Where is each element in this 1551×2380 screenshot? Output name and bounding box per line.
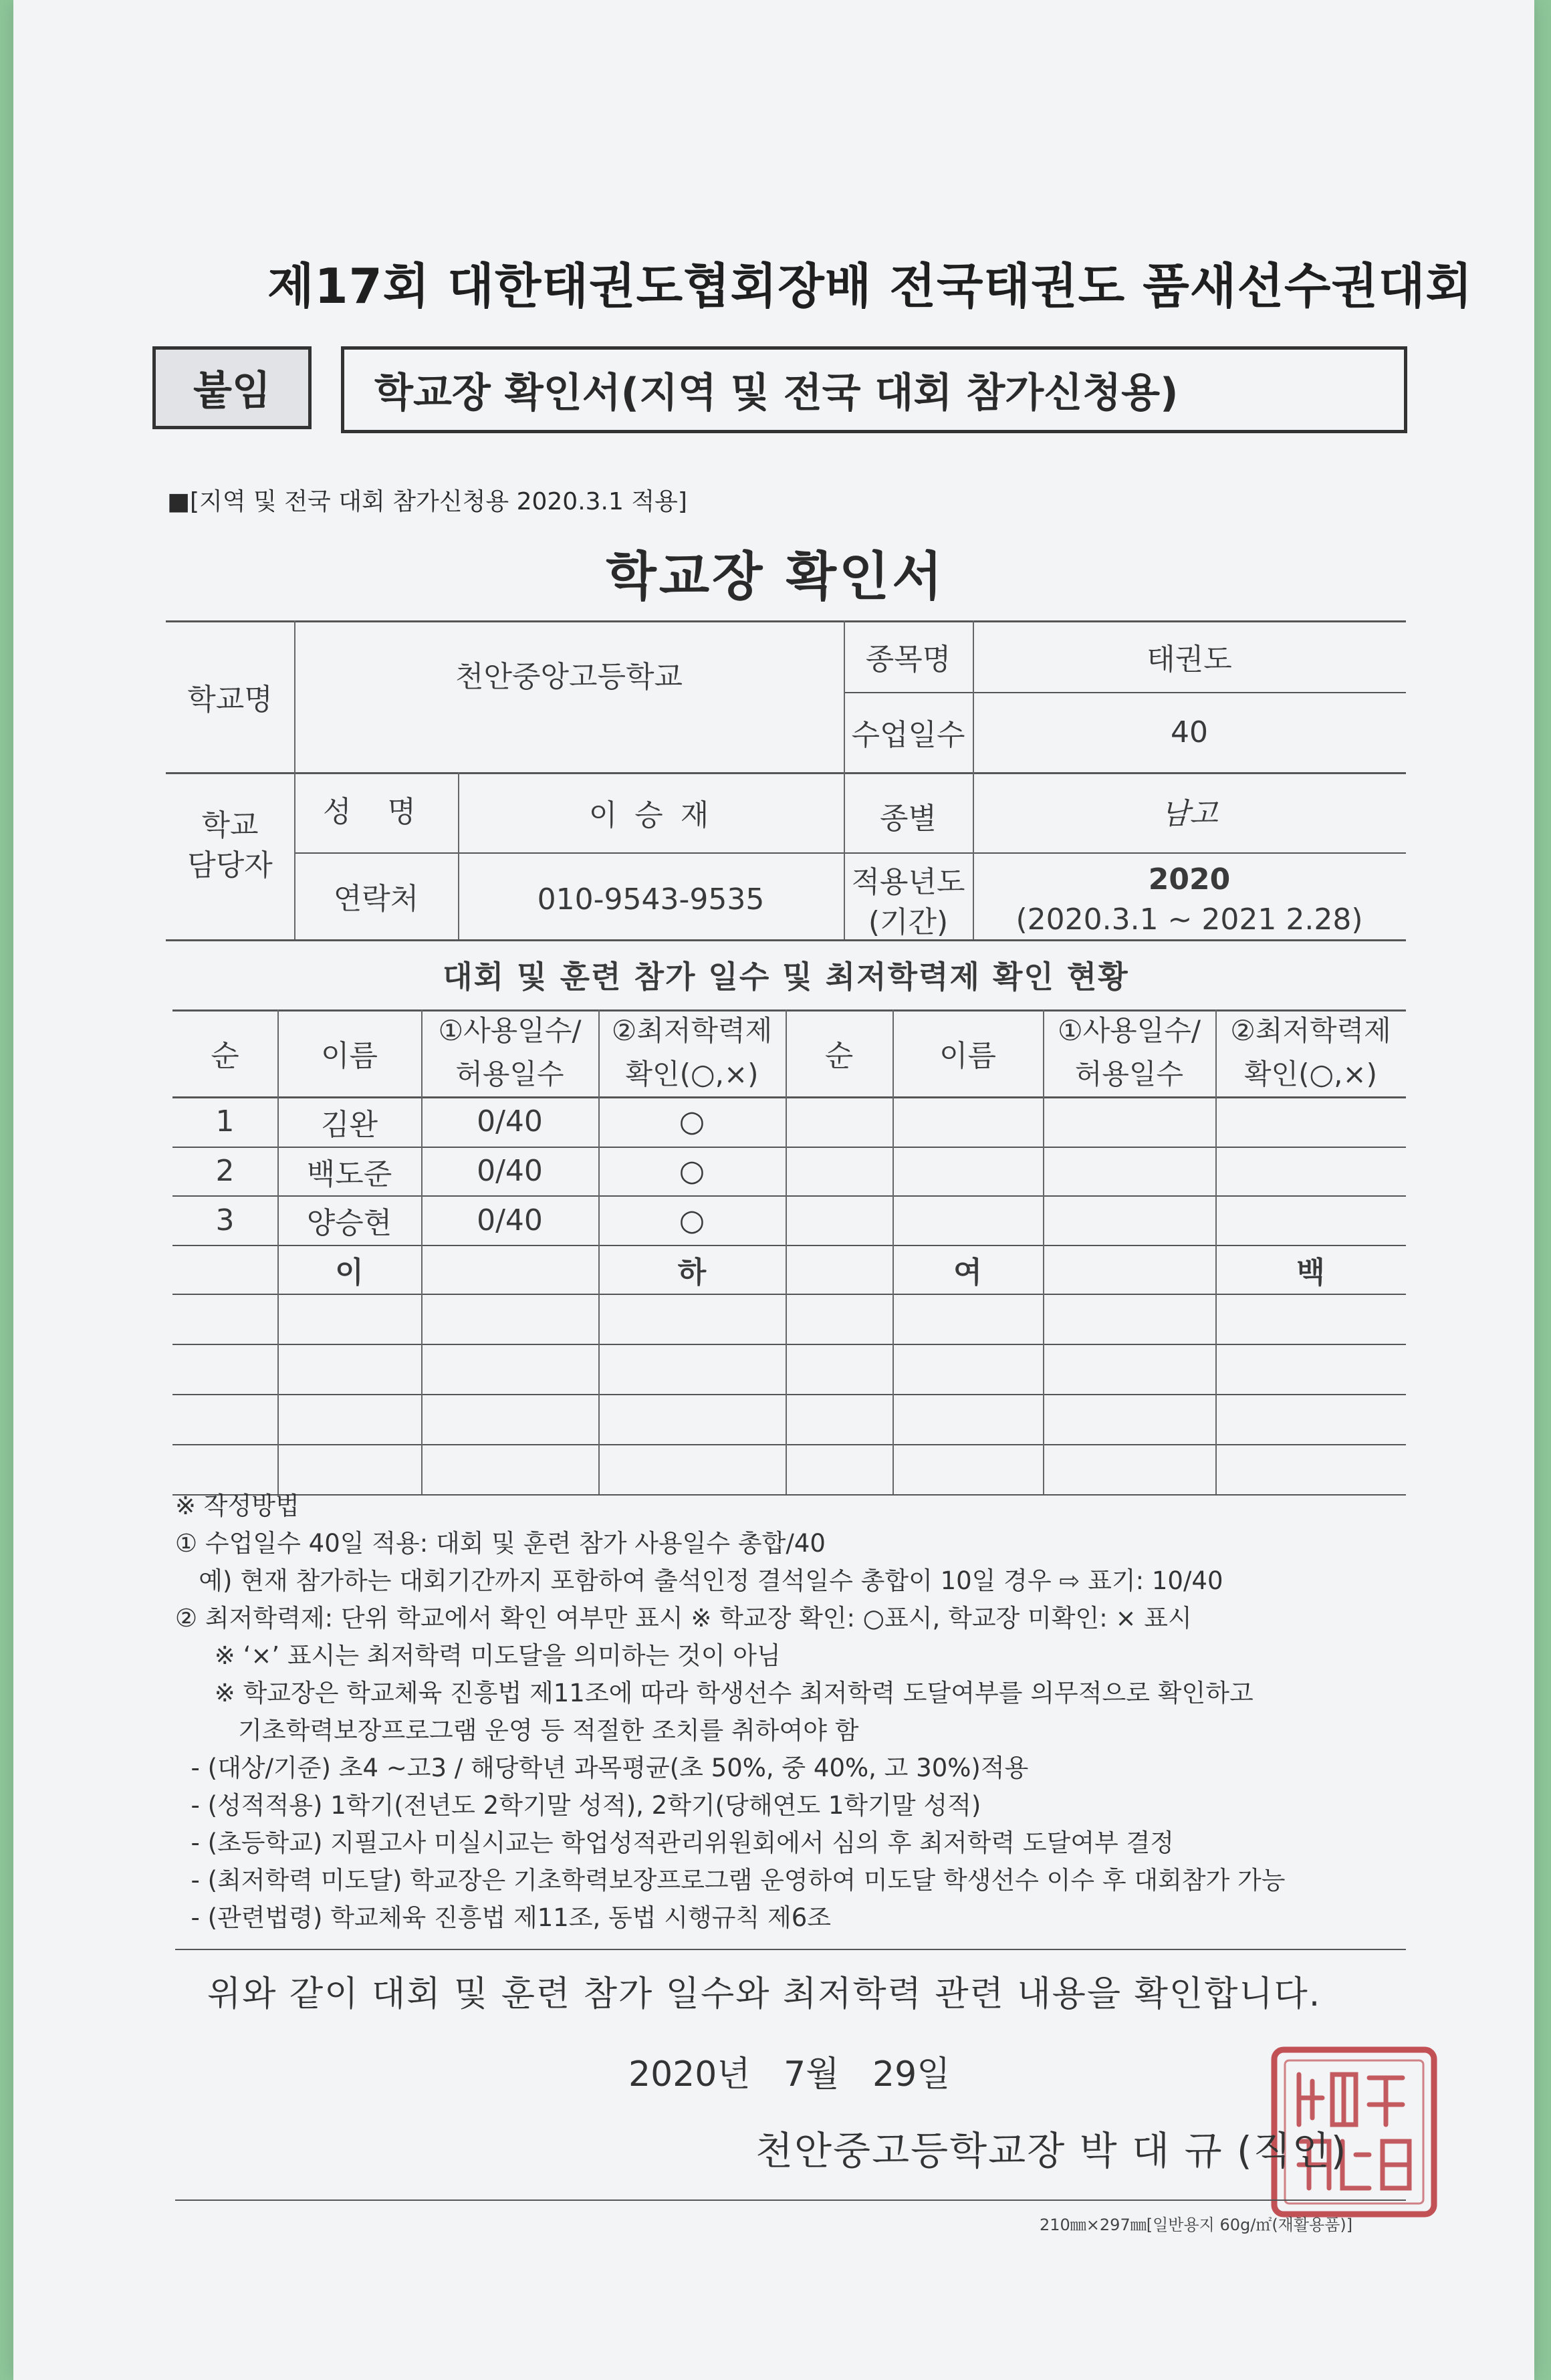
- row-2-check: ○: [679, 1154, 705, 1188]
- header-acad-2-right: 확인(○,×): [1243, 1058, 1378, 1091]
- row-3-days: 0/40: [477, 1203, 543, 1237]
- header-seq: 순: [211, 1039, 239, 1073]
- note-line: - (대상/기준) 초4 ~고3 / 해당학년 과목평균(초 50%, 중 40%, 고 30%)적용: [175, 1754, 1029, 1782]
- footer-divider: [175, 2199, 1406, 2201]
- blank-mark-4: 백: [1296, 1255, 1325, 1290]
- event-label: 종목명: [865, 642, 951, 677]
- row-3-seq: 3: [215, 1203, 235, 1237]
- header-seq-right: 순: [824, 1039, 854, 1073]
- year-label-2: (기간): [868, 905, 949, 939]
- header-name-right: 이름: [939, 1039, 996, 1073]
- row-2-days: 0/40: [477, 1154, 543, 1188]
- note-line: - (성적적용) 1학기(전년도 2학기말 성적), 2학기(당해연도 1학기말 성적): [175, 1791, 981, 1820]
- school-name-value: 천안중앙고등학교: [455, 659, 683, 694]
- note-line: - (최저학력 미도달) 학교장은 기초학력보장프로그램 운영하여 미도달 학생선수 이수 후 대회참가 가능: [175, 1866, 1286, 1895]
- manager-label-1: 학교: [201, 808, 259, 842]
- notes-divider: [175, 1949, 1406, 1950]
- manager-label-2: 담당자: [187, 848, 273, 882]
- class-days-value: 40: [1171, 715, 1208, 749]
- class-days-label: 수업일수: [851, 718, 965, 752]
- category-value: 남고: [1161, 796, 1218, 831]
- note-line: ※ 학교장은 학교체육 진흥법 제11조에 따라 학생선수 최저학력 도달여부를 의무적으로 확인하고: [175, 1679, 1254, 1707]
- row-1-name: 김완: [320, 1107, 378, 1142]
- name-label: 성 명: [323, 795, 429, 829]
- event-value: 태권도: [1147, 642, 1232, 677]
- status-title: 대회 및 훈련 참가 일수 및 최저학력제 확인 현황: [443, 958, 1129, 995]
- period-value: (2020.3.1 ~ 2021 2.28): [1016, 902, 1363, 937]
- paper-spec: 210㎜×297㎜[일반용지 60g/㎡(재활용품)]: [1040, 2216, 1353, 2234]
- blank-mark-1: 이: [335, 1255, 364, 1290]
- header-acad-1-right: ②최저학력제: [1230, 1014, 1391, 1048]
- contact-label: 연락처: [333, 882, 419, 916]
- header-acad-1: ②최저학력제: [611, 1014, 773, 1048]
- row-3-name: 양승현: [306, 1206, 392, 1240]
- header-days-2-right: 허용일수: [1074, 1058, 1184, 1091]
- application-note: ■[지역 및 전국 대회 참가신청용 2020.3.1 적용]: [167, 488, 687, 515]
- note-line: 기초학력보장프로그램 운영 등 적절한 조치를 취하여야 함: [175, 1716, 859, 1745]
- header-days-2: 허용일수: [455, 1058, 564, 1091]
- note-line: ※ 작성방법: [175, 1492, 300, 1520]
- school-name-label: 학교명: [187, 682, 273, 717]
- row-1-check: ○: [679, 1104, 705, 1139]
- note-line: ① 수업일수 40일 적용: 대회 및 훈련 참가 사용일수 총합/40: [175, 1529, 826, 1558]
- row-1-seq: 1: [215, 1104, 235, 1139]
- blank-mark-2: 하: [677, 1255, 707, 1290]
- header-name: 이름: [320, 1039, 378, 1073]
- note-line: ※ ‘×’ 표시는 최저학력 미도달을 의미하는 것이 아님: [175, 1641, 781, 1670]
- row-2-seq: 2: [215, 1154, 235, 1188]
- note-line: 예) 현재 참가하는 대회기간까지 포함하여 출석인정 결석일수 총합이 10일 경우 ⇨ 표기: 10/40: [175, 1566, 1223, 1595]
- row-3-check: ○: [679, 1203, 705, 1237]
- header-days-1: ①사용일수/: [438, 1014, 582, 1048]
- document-title: 학교장 확인서: [606, 547, 945, 607]
- note-line: - (관련법령) 학교체육 진흥법 제11조, 동법 시행규칙 제6조: [175, 1903, 832, 1932]
- blank-mark-3: 여: [953, 1255, 982, 1290]
- year-value: 2020: [1148, 862, 1231, 897]
- confirmation-date: 2020년 7월 29일: [628, 2054, 951, 2095]
- attachment-tag: 붙임: [152, 346, 312, 429]
- signer-line: 천안중고등학교장 박 대 규 (직인): [755, 2128, 1348, 2173]
- writing-instructions: [175, 1488, 1286, 1937]
- attachment-title: 학교장 확인서(지역 및 전국 대회 참가신청용): [341, 346, 1407, 433]
- category-label: 종별: [879, 802, 937, 836]
- name-value: 이 승 재: [588, 798, 713, 832]
- row-1-days: 0/40: [477, 1104, 543, 1139]
- year-label-1: 적용년도: [851, 865, 965, 899]
- header-acad-2: 확인(○,×): [625, 1058, 759, 1091]
- contact-value: 010-9543-9535: [537, 882, 765, 917]
- header-days-1-right: ①사용일수/: [1057, 1014, 1201, 1048]
- note-line: - (초등학교) 지필고사 미실시교는 학업성적관리위원회에서 심의 후 최저학력 도달여부 결정: [175, 1828, 1175, 1857]
- event-title: 제17회 대한태권도협회장배 전국태권도 품새선수권대회: [267, 258, 1473, 314]
- row-2-name: 백도준: [306, 1157, 392, 1191]
- note-line: ② 최저학력제: 단위 학교에서 확인 여부만 표시 ※ 학교장 확인: ○표시, 학교장 미확인: × 표시: [175, 1604, 1192, 1633]
- confirmation-text: 위와 같이 대회 및 훈련 참가 일수와 최저학력 관련 내용을 확인합니다.: [207, 1974, 1322, 2014]
